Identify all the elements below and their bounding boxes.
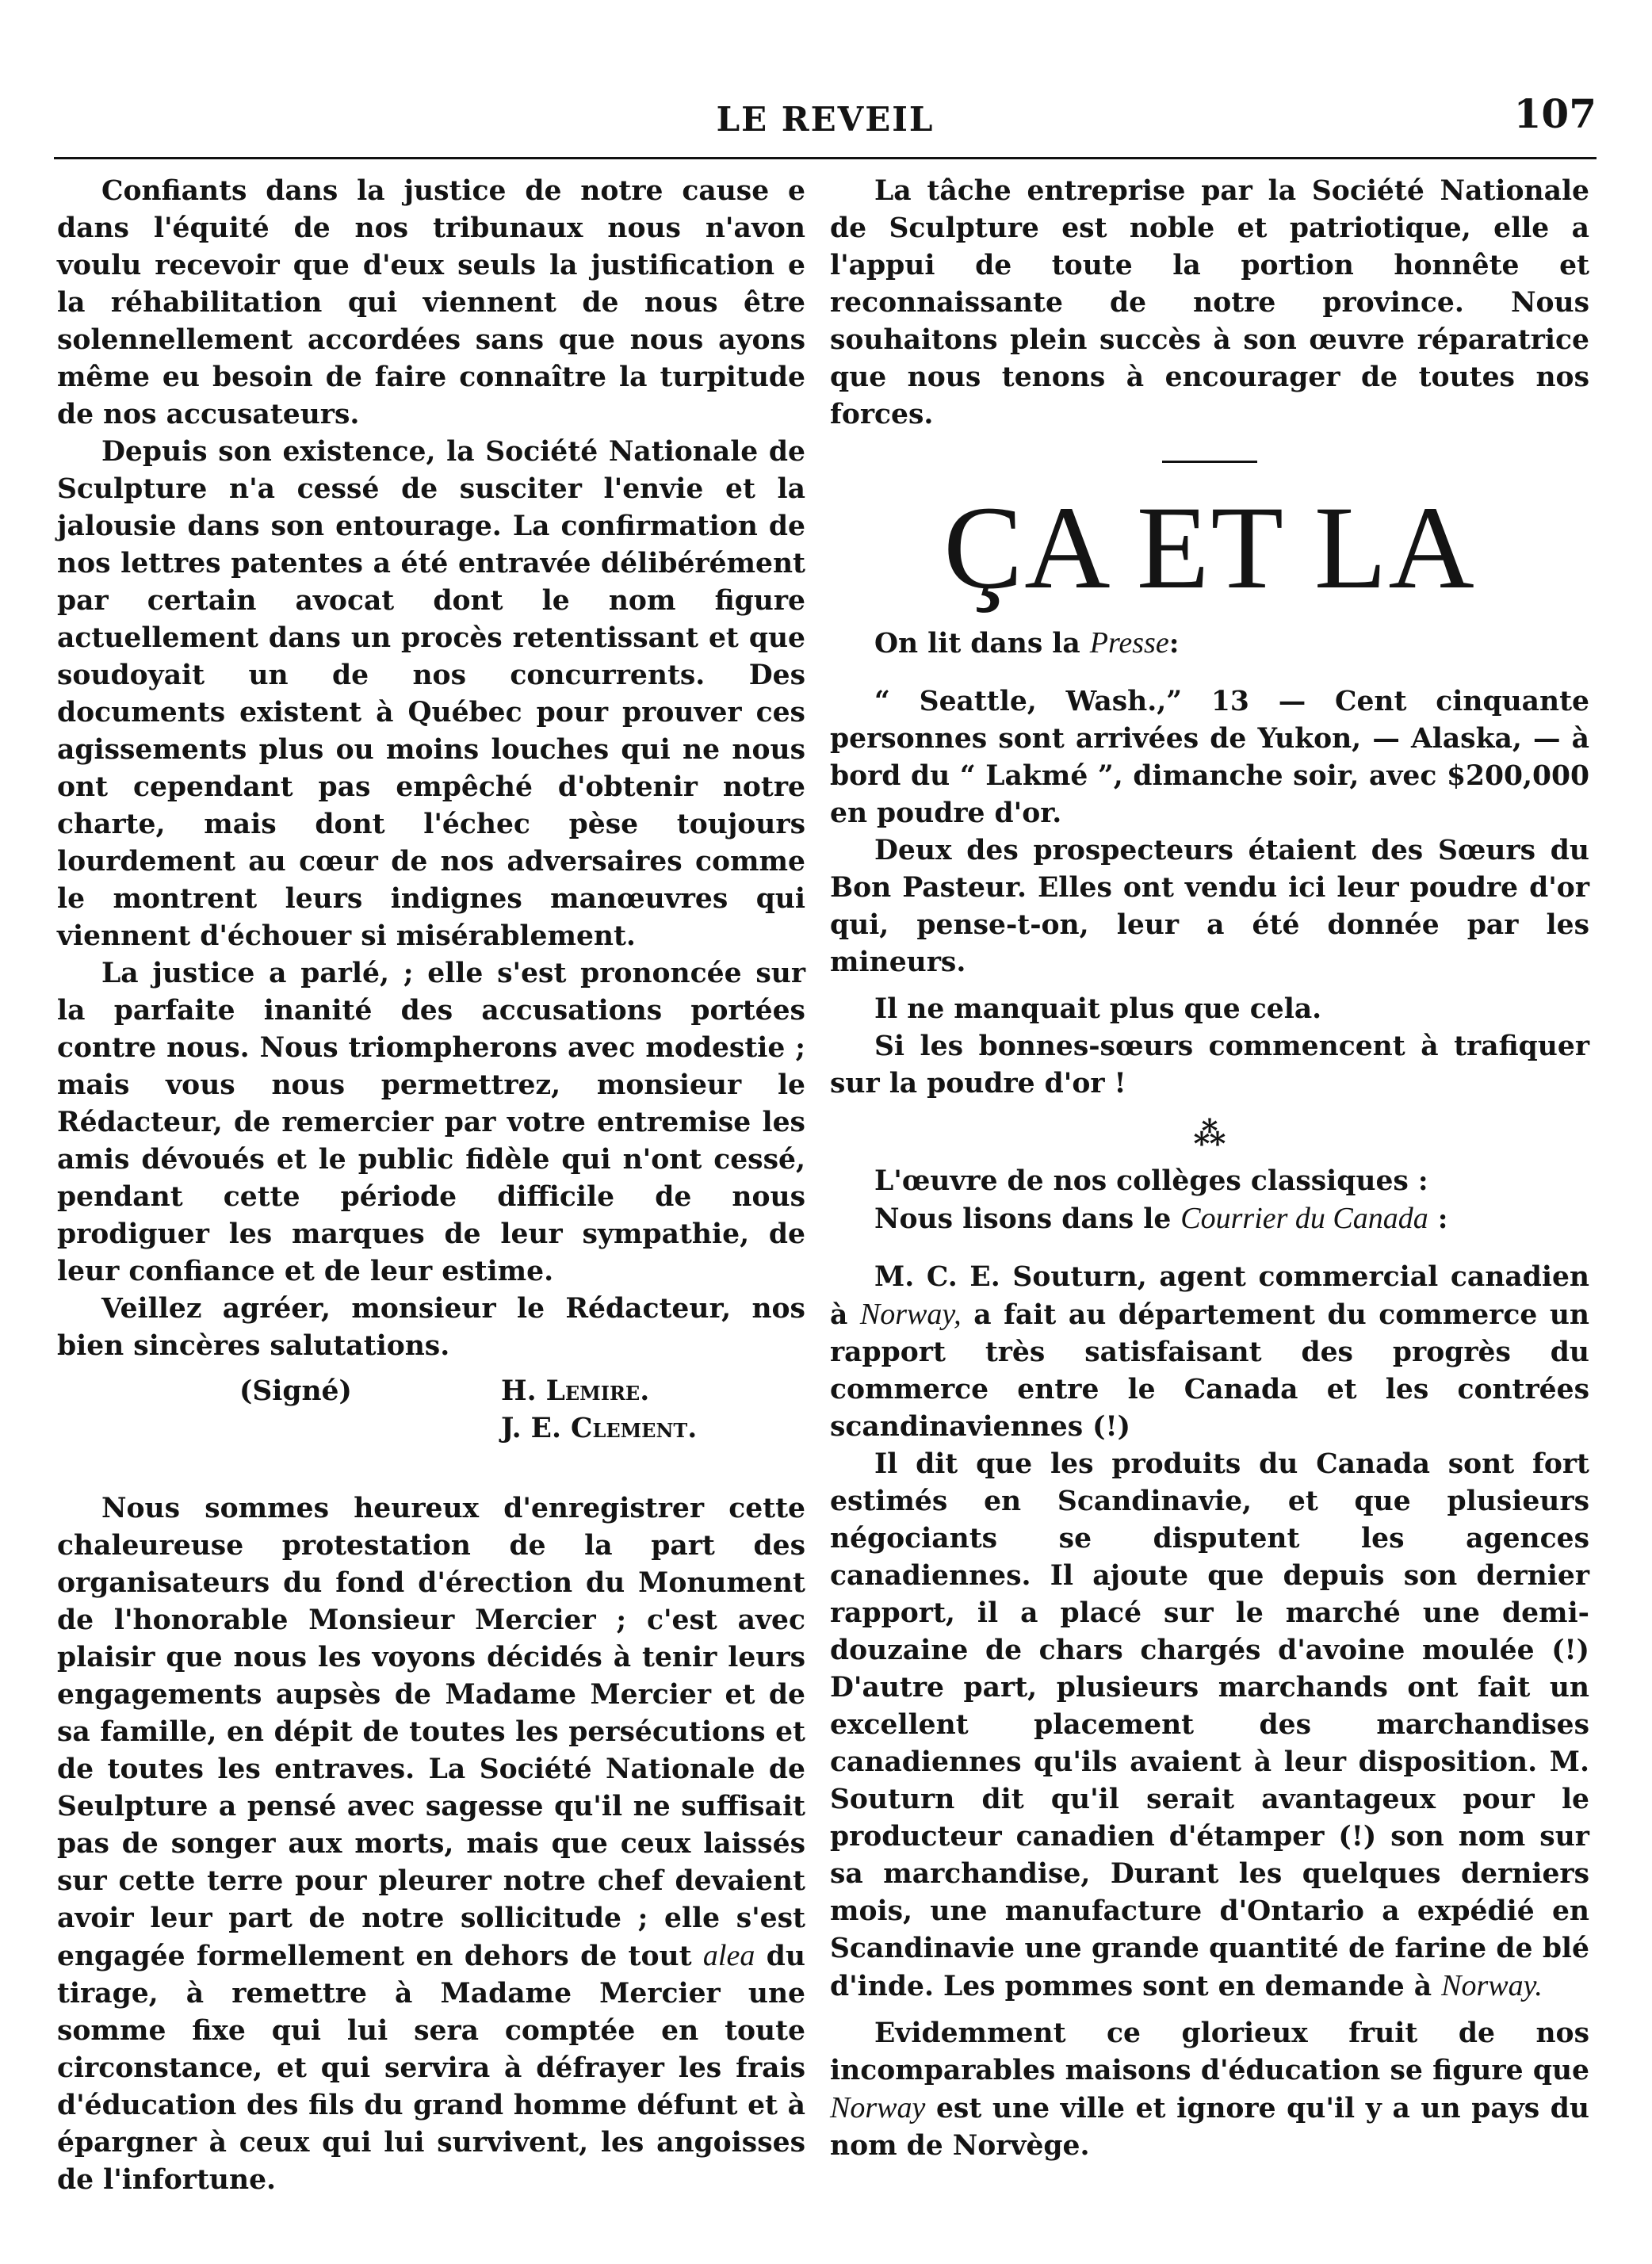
text-run: Nous sommes heureux d'enregistrer cette chaleureuse protestation de la part des organisateurs du fond d'érection du Monument de l'honorable Monsieur Mercier ; c'est avec plaisir que nous les voyons décidés à tenir leurs engagements aupsès de Madame Mercier et de sa famille, en dépit de toutes les persécutions et de toutes les entraves. La Société Nationale de Seulpture a pensé avec sagesse qu'il ne suffisait pas de songer aux morts, mais que ceux laissés sur cette terre pour pleurer notre chef devaient avoir leur part de notre sollicitude ; elle s'est engagée formellement en dehors de tout <box>57 1493 805 1972</box>
text-run: On lit dans la <box>874 628 1080 660</box>
quoted-paragraph: Deux des prospecteurs étaient des Sœurs du Bon Pasteur. Elles ont vendu ici leur poudre d'or qui, pense-t-on, leur a été donnée par les mineurs. <box>830 835 1589 978</box>
text-run: du tirage, à remettre à Madame Mercier une somme fixe qui lui sera comptée en toute circonstance, et qui servira à défrayer les frais d'éducation des fils du grand homme défunt et à épargner à ceux qui lui survivent, les angoisses de l'infortune. <box>57 1941 805 2196</box>
page-header <box>54 86 1597 157</box>
header-rule <box>54 157 1597 159</box>
source-intro: L'œuvre de nos collèges classiques : <box>874 1165 1428 1197</box>
text-run: : <box>1437 1203 1448 1235</box>
page-number: 107 <box>1513 90 1597 137</box>
quoted-paragraph <box>830 1446 1589 2006</box>
editorial-paragraph <box>57 1490 805 2199</box>
paragraph: Depuis son existence, la Société Nationale de Sculpture n'a cessé de susciter l'envie et la jalousie dans son entourage. La confirmation de nos lettres patentes a été entravée délibérément par certain avocat dont le nom figure actuellement dans un procès retentissant et que soudoyait un de nos concurrents. Des documents existent à Québec pour prouver ces agissements plus ou moins louches qui ne nous ont cependant pas empêché d'obtenir notre charte, mais dont l'échec pèse toujours lourdement au cœur de nos adversaires comme le montrent leurs indignes manœuvres qui viennent d'échouer si misérablement. <box>57 436 805 952</box>
paragraph: La justice a parlé, ; elle s'est prononcée sur la parfaite inanité des accusations portées contre nous. Nous triompherons avec modestie ; mais vous nous permettrez, monsieur le Rédacteur, de remercier par votre entremise les amis dévoués et le public fidèle qui n'ont cessé, pendant cette période difficile de nous prodiguer les marques de leur sympathie, de leur confiance et de leur estime. <box>57 958 805 1287</box>
place-name: Norway, <box>859 1298 962 1331</box>
signature-label: (Signé) <box>239 1375 352 1407</box>
quoted-paragraph <box>830 1259 1589 1446</box>
right-column <box>830 173 1589 2165</box>
section-divider <box>1162 461 1257 463</box>
text-run: M. C. E. Souturn, agent commercial canadien à <box>830 1261 1589 1331</box>
section-title: ÇA ET LA <box>943 482 1476 614</box>
comment-paragraph <box>830 2015 1589 2165</box>
quoted-paragraph: “ Seattle, Wash.,” 13 — Cent cinquante personnes sont arrivées de Yukon, — Alaska, — à bord du “ Lakmé ”, dimanche soir, avec $200,000 en poudre d'or. <box>830 686 1589 829</box>
comment-paragraph: Il ne manquait plus que cela. <box>874 993 1322 1025</box>
asterism: ⁂ <box>1193 1115 1226 1153</box>
left-column <box>57 173 805 2199</box>
running-title: LE REVEIL <box>716 100 935 139</box>
italic-term: alea <box>702 1939 755 1972</box>
text-run: est une ville et ignore qu'il y a un pays du nom de Norvège. <box>830 2093 1589 2162</box>
publication-name: Presse <box>1089 626 1169 660</box>
paragraph: Veillez agréer, monsieur le Rédacteur, nos bien sincères salutations. <box>57 1293 805 1362</box>
place-name: Norway <box>830 2091 926 2124</box>
signatory-name: H. Lemire. <box>501 1375 650 1407</box>
signature-block <box>239 1373 805 1448</box>
source-intro <box>830 625 1589 663</box>
paragraph: Confiants dans la justice de notre cause e dans l'équité de nos tribunaux nous n'avon voulu recevoir que d'eux seuls la justification e la réhabilitation qui viennent de nous être solennellement accordées sans que nous ayons même eu besoin de faire connaître la turpitude de nos accusateurs. <box>57 175 805 430</box>
signatory-name: J. E. Clement. <box>501 1413 698 1444</box>
text-run: : <box>1168 628 1180 660</box>
paragraph: La tâche entreprise par la Société Nationale de Sculpture est noble et patriotique, elle a l'appui de toute la portion honnête et reconnaissante de notre province. Nous souhaitons plein succès à son œuvre réparatrice que nous tenons à encourager de toutes nos forces. <box>830 175 1589 430</box>
source-intro <box>830 1200 1589 1238</box>
text-run: a fait au département du commerce un rapport très satisfaisant des progrès du commerce entre le Canada et les contrées scandinaviennes (!) <box>830 1299 1590 1443</box>
text-run: Nous lisons dans le <box>874 1203 1172 1235</box>
text-run: Il dit que les produits du Canada sont fort estimés en Scandinavie, et que plusieurs négociants se disputent les agences canadiennes. Il ajoute que depuis son dernier rapport, il a placé sur le marché une demi-douzaine de chars chargés d'avoine moulée (!) D'autre part, plusieurs marchands ont fait un excellent placement des marchandises canadiennes qu'ils avaient à leur disposition. M. Souturn dit qu'il serait avantageux pour le producteur canadien d'étamper (!) son nom sur sa marchandise, Durant les quelques derniers mois, une manufacture d'Ontario a expédié en Scandinavie une grande quantité de farine de blé d'inde. Les pommes sont en demande à <box>830 1448 1589 2002</box>
publication-name: Courrier du Canada <box>1180 1202 1428 1235</box>
text-run: Evidemment ce glorieux fruit de nos incomparables maisons d'éducation se figure que <box>830 2017 1589 2086</box>
place-name: Norway. <box>1441 1969 1543 2002</box>
comment-paragraph: Si les bonnes-sœurs commencent à trafiquer sur la poudre d'or ! <box>830 1031 1589 1099</box>
